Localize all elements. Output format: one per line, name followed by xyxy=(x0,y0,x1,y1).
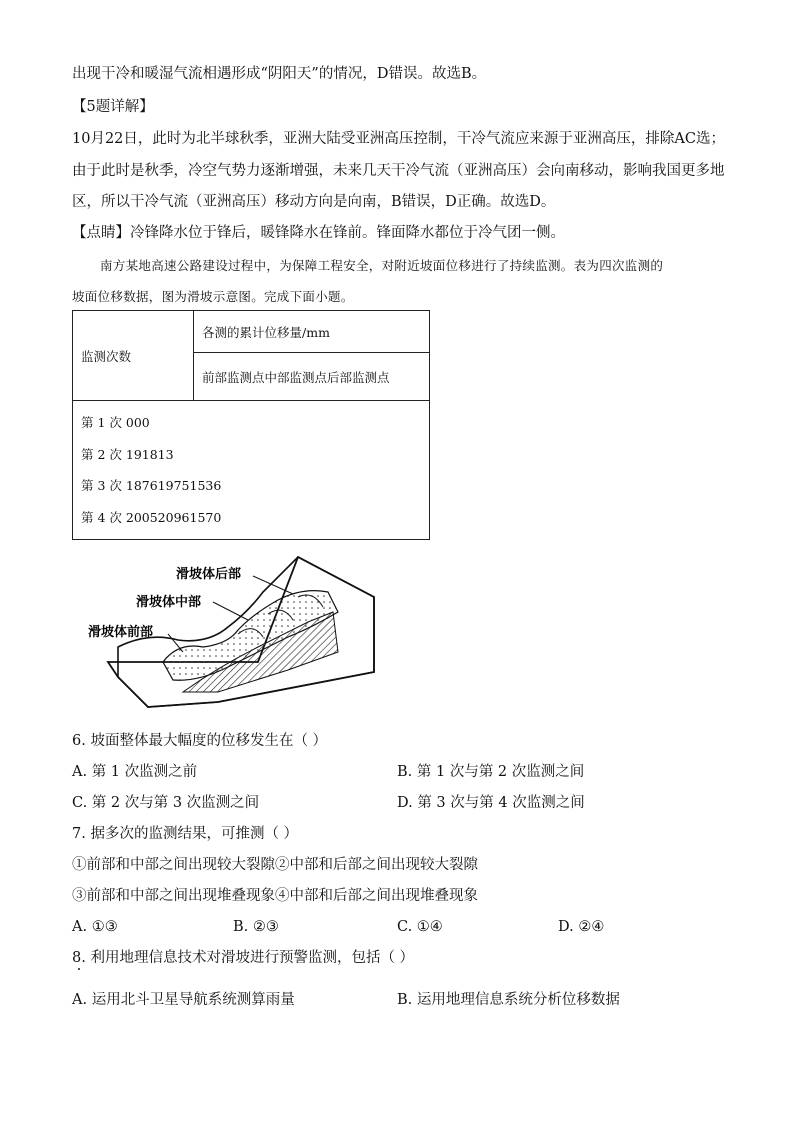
q6-option-b[interactable]: B. 第 1 次与第 2 次监测之间 xyxy=(397,764,585,780)
label-front: 滑坡体前部 xyxy=(88,625,154,640)
question-6-stem: 6. 坡面整体最大幅度的位移发生在（ ） xyxy=(72,733,328,749)
intro-line: 南方某地高速公路建设过程中，为保障工程安全，对附近坡面位移进行了持续监测。表为四次监测的 xyxy=(100,258,664,273)
q8-option-a[interactable]: A. 运用北斗卫星导航系统测算雨量 xyxy=(72,992,295,1008)
tip-line: 【点睛】冷锋降水位于锋后，暖锋降水在锋前。锋面降水都位于冷气团一侧。 xyxy=(72,225,565,241)
text-line: 10月22日，此时为北半球秋季，亚洲大陆受亚洲高压控制，干冷气流应来源于亚洲高压，排除AC选； xyxy=(72,131,725,147)
q6-option-d[interactable]: D. 第 3 次与第 4 次监测之间 xyxy=(397,795,585,811)
table-body xyxy=(73,401,430,540)
q7-option-a[interactable]: A. ①③ xyxy=(72,919,118,935)
monitoring-table xyxy=(72,310,430,540)
q7-option-d[interactable]: D. ②④ xyxy=(558,919,605,935)
stray-dot xyxy=(78,968,80,970)
text-line: 由于此时是秋季，冷空气势力逐渐增强，未来几天干冷气流（亚洲高压）会向南移动，影响我国更多地 xyxy=(72,163,725,179)
col-header-points: 前部监测点中部监测点后部监测点 xyxy=(194,353,430,401)
landslide-diagram xyxy=(88,552,388,724)
label-middle: 滑坡体中部 xyxy=(136,595,202,610)
leader-line xyxy=(168,634,183,652)
q7-option-b[interactable]: B. ②③ xyxy=(233,919,279,935)
section-heading: 【5题详解】 xyxy=(72,99,154,115)
q6-option-c[interactable]: C. 第 2 次与第 3 次监测之间 xyxy=(72,795,260,811)
table-row: 第 3 次 187619751536 xyxy=(81,478,222,493)
table-row: 第 2 次 191813 xyxy=(81,446,174,462)
landslide-figure xyxy=(88,552,388,724)
text-line: 出现干冷和暖湿气流相遇形成“阴阳天”的情况，D错误。故选B。 xyxy=(72,66,487,82)
col-header-count: 监测次数 xyxy=(73,311,194,401)
q7-option-c[interactable]: C. ①④ xyxy=(397,919,443,935)
table-row: 第 1 次 000 xyxy=(81,415,150,430)
table-row: 第 4 次 200520961570 xyxy=(81,509,222,525)
col-header-displacement: 各测的累计位移量/mm xyxy=(194,311,430,353)
leader-line xyxy=(213,602,248,620)
text-line: 区，所以干冷气流（亚洲高压）移动方向是向南，B错误，D正确。故选D。 xyxy=(72,194,556,210)
q6-option-a[interactable]: A. 第 1 次监测之前 xyxy=(72,764,198,780)
question-8-stem: 8. 利用地理信息技术对滑坡进行预警监测，包括（ ） xyxy=(72,950,415,966)
question-7-stem: 7. 据多次的监测结果，可推测（ ） xyxy=(72,826,299,842)
label-back: 滑坡体后部 xyxy=(176,567,242,582)
intro-line: 坡面位移数据，图为滑坡示意图。完成下面小题。 xyxy=(72,289,354,304)
q8-option-b[interactable]: B. 运用地理信息系统分析位移数据 xyxy=(397,992,620,1008)
q7-statements: ①前部和中部之间出现较大裂隙②中部和后部之间出现较大裂隙 xyxy=(72,857,478,873)
q7-statements: ③前部和中部之间出现堆叠现象④中部和后部之间出现堆叠现象 xyxy=(72,888,478,904)
